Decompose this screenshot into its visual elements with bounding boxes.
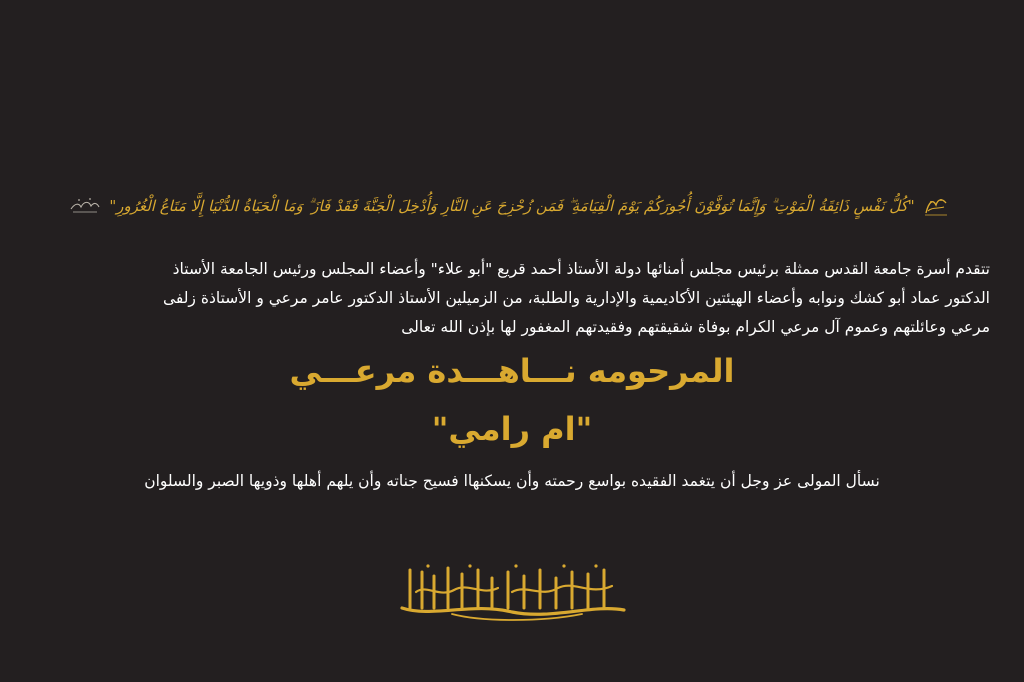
announcement-line-1: تتقدم أسرة جامعة القدس ممثلة برئيس مجلس أمنائها دولة الأستاذ أحمد قريع "أبو علاء" وأعضاء المجلس ورئيس الجامعة الأستاذ — [172, 260, 990, 278]
bismillah-seal-icon — [923, 195, 949, 217]
deceased-nickname: "ام رامي" — [431, 410, 593, 448]
announcement-text — [34, 255, 990, 342]
announcement-line-2: الدكتور عماد أبو كشك ونوابه وأعضاء الهيئتين الأكاديمية والإدارية والطلبة، من الزميلين الأستاذ الدكتور عامر مرعي و الأستاذة زلفى — [162, 289, 990, 307]
quran-verse-row — [60, 186, 964, 226]
quran-verse-text: "كُلُّ نَفْسٍ ذَائِقَةُ الْمَوْتِ ۗ وَإِنَّمَا تُوَفَّوْنَ أُجُورَكُمْ يَوْمَ الْقِيَامَةِ ۖ فَمَن زُحْزِحَ عَنِ النَّارِ وَأُدْخِلَ الْجَنَّةَ فَقَدْ فَازَ ۗ وَمَا الْحَيَاةُ الدُّنْيَا إِلَّا مَتَاعُ الْغُرُورِ" — [109, 197, 915, 215]
announcement-line-3: مرعي وعائلتهم وعموم آل مرعي الكرام بوفاة شقيقتهم وفقيدتهم المغفور لها بإذن الله تعالى — [401, 318, 990, 336]
sadaqa-allah-seal-icon — [75, 195, 101, 217]
inna-lillahi-calligraphy-icon — [392, 562, 632, 624]
prayer-text: نسأل المولى عز وجل أن يتغمد الفقيده بواسع رحمته وأن يسكنهاا فسيح جناته وأن يلهم أهلها وذويها الصبر والسلوان — [144, 472, 880, 490]
deceased-name: المرحومه نـــاهـــدة مرعـــي — [289, 352, 735, 390]
